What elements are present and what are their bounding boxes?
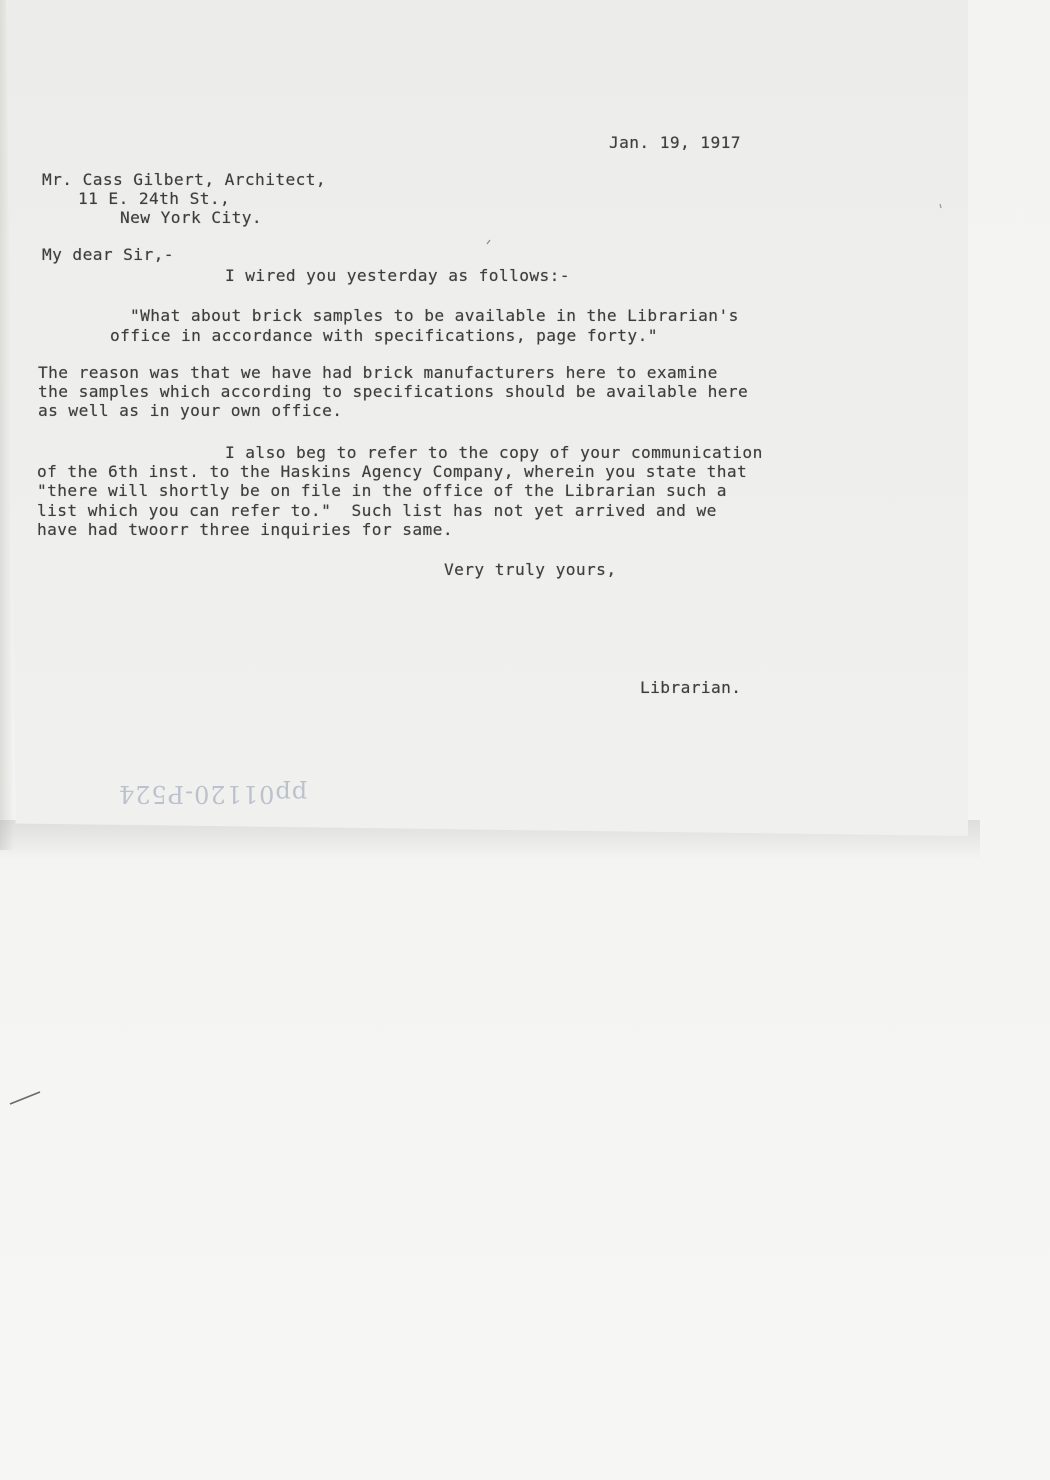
- recipient-city-line: New York City.: [120, 208, 263, 227]
- paragraph-1-line-2: the samples which according to specifications should be available here: [38, 382, 749, 401]
- paragraph-2-line-3: "there will shortly be on file in the office of the Librarian such a: [37, 481, 727, 500]
- paragraph-2-line-4: list which you can refer to." Such list has not yet arrived and we: [37, 501, 717, 520]
- recipient-name-line: Mr. Cass Gilbert, Architect,: [42, 170, 327, 189]
- signature-title: Librarian.: [640, 678, 742, 697]
- handwritten-archive-note: pp01120-P524: [118, 780, 308, 808]
- telegram-quote-line-1: "What about brick samples to be available in the Librarian's: [130, 306, 739, 325]
- paragraph-1-line-3: as well as in your own office.: [38, 401, 343, 420]
- closing: Very truly yours,: [444, 560, 617, 579]
- paragraph-2-line-5: have had twoorr three inquiries for same.: [37, 520, 453, 539]
- telegram-quote-line-2: office in accordance with specifications, page forty.": [110, 326, 658, 345]
- letter-date: Jan. 19, 1917: [609, 133, 741, 152]
- recipient-street-line: 11 E. 24th St.,: [78, 189, 231, 208]
- wire-intro: I wired you yesterday as follows:-: [225, 266, 570, 285]
- paragraph-1-line-1: The reason was that we have had brick manufacturers here to examine: [38, 363, 718, 382]
- salutation: My dear Sir,-: [42, 245, 174, 264]
- paragraph-2-line-1: I also beg to refer to the copy of your communication: [225, 443, 763, 462]
- paragraph-2-line-2: of the 6th inst. to the Haskins Agency Company, wherein you state that: [37, 462, 748, 481]
